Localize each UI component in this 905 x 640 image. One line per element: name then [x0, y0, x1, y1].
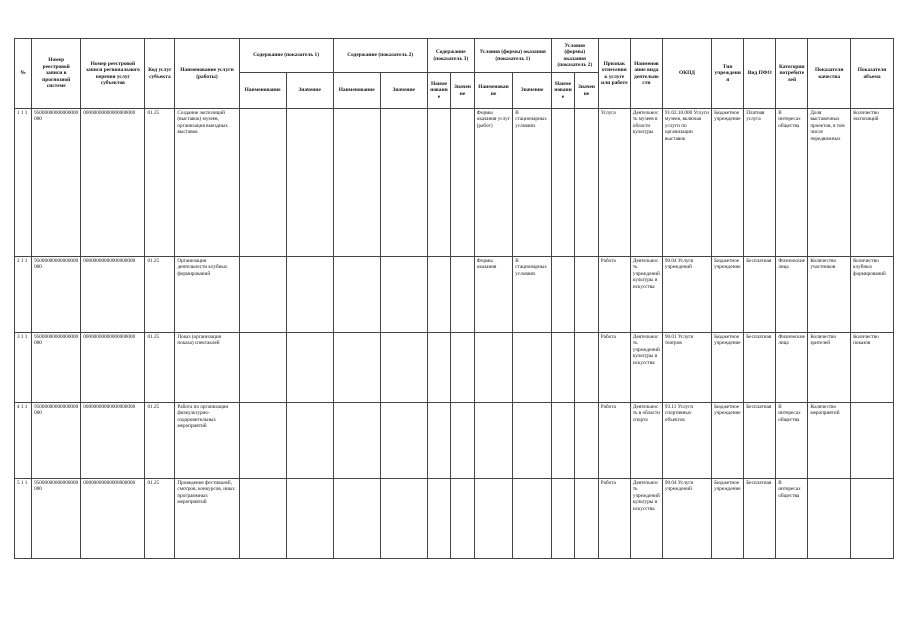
subheader-name: Наименование	[427, 73, 451, 109]
subheader-name: Наименование	[239, 73, 286, 109]
okpd-cell: 90.04 Услуги учреждений	[662, 257, 711, 333]
service-name-cell: Проведение фестивалей, смотров, конкурсов, иных программных мероприятий	[175, 479, 239, 559]
service-name-cell: Показ (организация показа) спектаклей	[175, 333, 239, 403]
condition2-name-cell	[551, 479, 575, 559]
subheader-value: Значение	[286, 73, 333, 109]
priznak-cell: Работа	[598, 479, 630, 559]
condition2-value-cell	[575, 257, 599, 333]
content2-name-cell	[333, 257, 380, 333]
condition1-name-cell	[474, 479, 512, 559]
service-name-cell: Организация деятельности клубных формирований	[175, 257, 239, 333]
pfo-type-cell: Бесплатная	[744, 403, 776, 479]
priznak-cell: Работа	[598, 257, 630, 333]
row-number-cell: 2 1 1	[15, 257, 32, 333]
pfo-type-cell: Бесплатная	[744, 257, 776, 333]
okpd-cell: 93.11 Услуги спортивных объектов	[662, 403, 711, 479]
header-priznak: Признак отнесения к услуге или работе	[598, 39, 630, 109]
header-kod: Код услуг субъекта	[145, 39, 175, 109]
condition1-name-cell	[474, 403, 512, 479]
reg-system-cell: 95000000000000000000	[32, 333, 81, 403]
row-number-cell: 4 1 1	[15, 403, 32, 479]
reg-perechen-cell: 00000000000000000000	[81, 333, 145, 403]
quality-cell: Количество участников	[808, 257, 851, 333]
okpd-cell: 90.04 Услуги учреждений	[662, 479, 711, 559]
consumers-cell: Физические лица	[776, 257, 808, 333]
content3-value-cell	[451, 257, 475, 333]
service-name-cell: Создание экспозиций (выставок) музеев, организация выездных выставок	[175, 109, 239, 257]
institution-type-cell: Бюджетное учреждение	[712, 479, 744, 559]
okved-cell: Деятельность учреждений культуры и искусства	[630, 479, 662, 559]
row-number-cell: 3 1 1	[15, 333, 32, 403]
volume-cell: Количество клубных формирований	[851, 257, 894, 333]
table-row	[15, 333, 894, 403]
subheader-value: Значение	[451, 73, 475, 109]
content2-value-cell	[380, 479, 427, 559]
service-code-cell: 01.25	[145, 109, 175, 257]
institution-type-cell: Бюджетное учреждение	[712, 109, 744, 257]
content1-name-cell	[239, 403, 286, 479]
priznak-cell: Работа	[598, 403, 630, 479]
header-content-2: Содержание (показатель 2)	[333, 39, 427, 73]
subheader-value: Значение	[380, 73, 427, 109]
content3-name-cell	[427, 479, 451, 559]
content3-name-cell	[427, 109, 451, 257]
institution-type-cell: Бюджетное учреждение	[712, 257, 744, 333]
pfo-type-cell: Платная услуга	[744, 109, 776, 257]
registry-table	[14, 38, 894, 559]
service-code-cell: 01.25	[145, 257, 175, 333]
table-row	[15, 109, 894, 257]
reg-system-cell: 95000000000000000000	[32, 257, 81, 333]
reg-perechen-cell: 00000000000000000000	[81, 479, 145, 559]
content2-name-cell	[333, 403, 380, 479]
content3-value-cell	[451, 479, 475, 559]
subheader-name: Наименование	[333, 73, 380, 109]
content1-name-cell	[239, 257, 286, 333]
service-code-cell: 01.25	[145, 479, 175, 559]
header-tip: Тип учреждения	[712, 39, 744, 109]
volume-cell: Количество экспозиций	[851, 109, 894, 257]
priznak-cell: Работа	[598, 333, 630, 403]
okved-cell: Деятельность музеев в области культуры	[630, 109, 662, 257]
service-name-cell: Работа по организации физкультурно-оздоровительных мероприятий	[175, 403, 239, 479]
header-content-3: Содержание (показатель 3)	[427, 39, 474, 73]
condition1-value-cell	[513, 479, 551, 559]
content1-value-cell	[286, 257, 333, 333]
content1-value-cell	[286, 109, 333, 257]
condition2-value-cell	[575, 403, 599, 479]
condition2-name-cell	[551, 403, 575, 479]
reg-perechen-cell: 00000000000000000000	[81, 257, 145, 333]
volume-cell: Количество показов	[851, 333, 894, 403]
okved-cell: Деятельность в области спорта	[630, 403, 662, 479]
header-condition-1: Условия (формы) оказания (показатель 1)	[474, 39, 551, 73]
condition2-name-cell	[551, 109, 575, 257]
registry-rows	[15, 109, 894, 559]
subheader-value: Значение	[575, 73, 599, 109]
reg-system-cell: 95000000000000000000	[32, 109, 81, 257]
header-kategorii: Категории потребителей	[776, 39, 808, 109]
header-volume: Показатели объема	[851, 39, 894, 109]
okved-cell: Деятельность учреждений культуры и искусства	[630, 257, 662, 333]
content3-value-cell	[451, 403, 475, 479]
pfo-type-cell: Бесплатная	[744, 479, 776, 559]
condition1-value-cell	[513, 333, 551, 403]
condition1-name-cell: Формы оказания	[474, 257, 512, 333]
okved-cell: Деятельность учреждений культуры и искусства	[630, 333, 662, 403]
subheader-name: Наименование	[551, 73, 575, 109]
quality-cell: Количество мероприятий	[808, 403, 851, 479]
header-num: №	[15, 39, 32, 109]
priznak-cell: Услуга	[598, 109, 630, 257]
header-content-1: Содержание (показатель 1)	[239, 39, 333, 73]
header-name: Наименование услуги (работы)	[175, 39, 239, 109]
okpd-cell: 90.01 Услуги театров	[662, 333, 711, 403]
content2-name-cell	[333, 479, 380, 559]
content2-value-cell	[380, 109, 427, 257]
header-vid: Вид ПФО	[744, 39, 776, 109]
consumers-cell: В интересах общества	[776, 403, 808, 479]
consumers-cell: Физические лица	[776, 333, 808, 403]
header-condition-2: Условия (формы) оказания (показатель 2)	[551, 39, 598, 73]
content1-name-cell	[239, 109, 286, 257]
condition2-value-cell	[575, 333, 599, 403]
condition1-name-cell: Формы оказания услуг (работ)	[474, 109, 512, 257]
row-number-cell: 1 1 1	[15, 109, 32, 257]
pfo-type-cell: Бесплатная	[744, 333, 776, 403]
condition1-value-cell: В стационарных условиях	[513, 109, 551, 257]
quality-cell	[808, 479, 851, 559]
header-reg-perechen: Номер реестровой записи регионального перечня услуг субъектов	[81, 39, 145, 109]
content2-value-cell	[380, 403, 427, 479]
content1-value-cell	[286, 479, 333, 559]
okpd-cell: 91.02.10.000 Услуги музеев, включая услуги по организации выставок	[662, 109, 711, 257]
content1-value-cell	[286, 403, 333, 479]
content1-name-cell	[239, 479, 286, 559]
header-quality: Показатели качества	[808, 39, 851, 109]
reg-perechen-cell: 00000000000000000000	[81, 403, 145, 479]
volume-cell	[851, 479, 894, 559]
condition1-value-cell: В стационарных условиях	[513, 257, 551, 333]
content3-name-cell	[427, 257, 451, 333]
content1-name-cell	[239, 333, 286, 403]
header-okpd: ОКПД	[662, 39, 711, 109]
condition2-name-cell	[551, 333, 575, 403]
condition2-value-cell	[575, 479, 599, 559]
table-row	[15, 257, 894, 333]
condition2-value-cell	[575, 109, 599, 257]
row-number-cell: 5 1 1	[15, 479, 32, 559]
table-row	[15, 479, 894, 559]
content3-value-cell	[451, 109, 475, 257]
institution-type-cell: Бюджетное учреждение	[712, 333, 744, 403]
content2-value-cell	[380, 257, 427, 333]
condition1-name-cell	[474, 333, 512, 403]
content3-name-cell	[427, 403, 451, 479]
content3-value-cell	[451, 333, 475, 403]
service-code-cell: 01.25	[145, 403, 175, 479]
condition1-value-cell	[513, 403, 551, 479]
header-reg-system: Номер реестровой записи в прогнозной системе	[32, 39, 81, 109]
content2-value-cell	[380, 333, 427, 403]
content3-name-cell	[427, 333, 451, 403]
content2-name-cell	[333, 109, 380, 257]
content1-value-cell	[286, 333, 333, 403]
table-row	[15, 403, 894, 479]
subheader-value: Значение	[513, 73, 551, 109]
condition2-name-cell	[551, 257, 575, 333]
header-okved: Наименование вида деятельности	[630, 39, 662, 109]
quality-cell: Доля выставочных проектов, в том числе передвижных	[808, 109, 851, 257]
volume-cell	[851, 403, 894, 479]
consumers-cell: В интересах общества	[776, 109, 808, 257]
subheader-name: Наименование	[474, 73, 512, 109]
reg-system-cell: 95000000000000000000	[32, 403, 81, 479]
quality-cell: Количество зрителей	[808, 333, 851, 403]
content2-name-cell	[333, 333, 380, 403]
consumers-cell: В интересах общества	[776, 479, 808, 559]
reg-perechen-cell: 00000000000000000000	[81, 109, 145, 257]
service-code-cell: 01.25	[145, 333, 175, 403]
reg-system-cell: 95000000000000000000	[32, 479, 81, 559]
registry-sheet	[14, 38, 894, 559]
institution-type-cell: Бюджетное учреждение	[712, 403, 744, 479]
